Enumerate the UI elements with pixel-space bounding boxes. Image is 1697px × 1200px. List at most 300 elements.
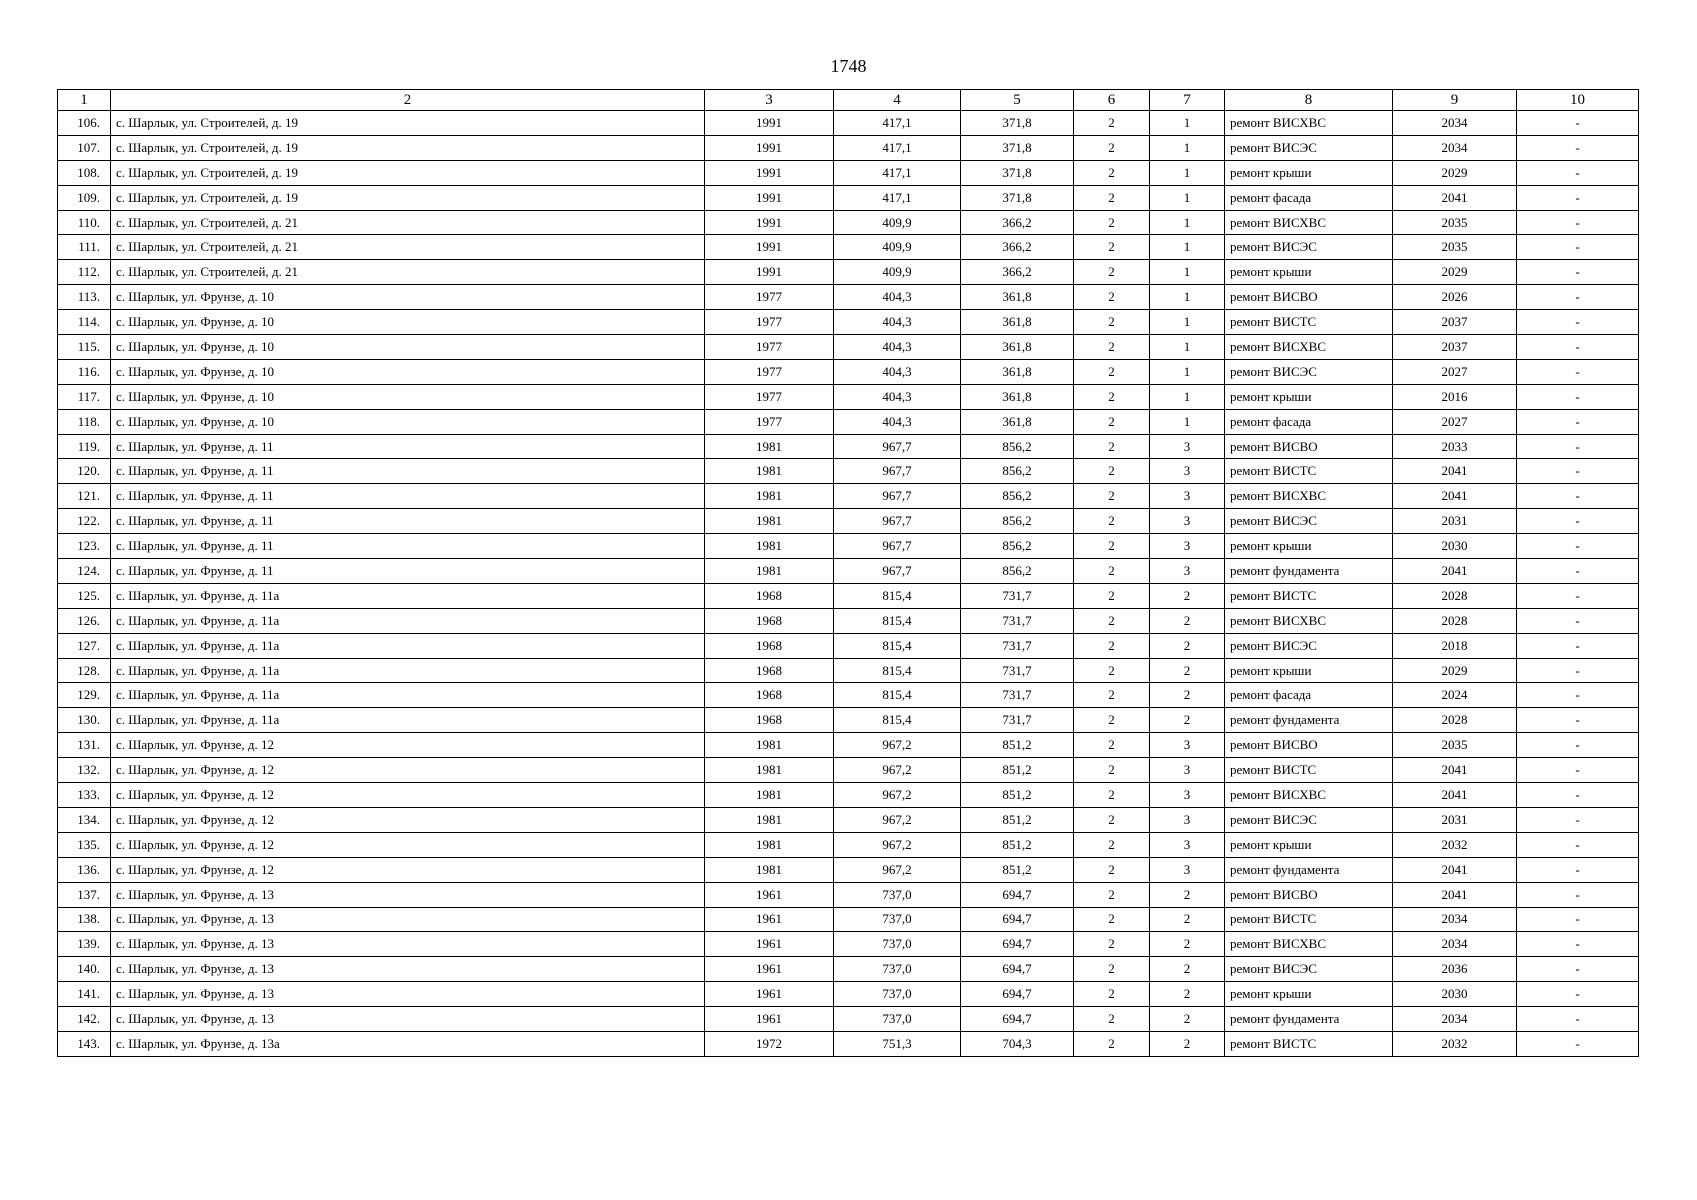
total-area-cell: 967,2 (834, 832, 961, 857)
work-type-cell: ремонт ВИСВО (1225, 882, 1393, 907)
living-area-cell: 731,7 (961, 708, 1074, 733)
table-row (58, 932, 1639, 957)
work-type-cell: ремонт ВИСЭС (1225, 235, 1393, 260)
note-cell: - (1517, 409, 1639, 434)
living-area-cell: 366,2 (961, 260, 1074, 285)
note-cell: - (1517, 384, 1639, 409)
table-row (58, 160, 1639, 185)
planned-year-cell: 2030 (1393, 982, 1517, 1007)
entrances-cell: 1 (1150, 210, 1225, 235)
table-row (58, 807, 1639, 832)
floors-cell: 2 (1074, 409, 1150, 434)
header-cell: 4 (834, 90, 961, 111)
work-type-cell: ремонт ВИСХВС (1225, 932, 1393, 957)
entrances-cell: 3 (1150, 559, 1225, 584)
floors-cell: 2 (1074, 534, 1150, 559)
planned-year-cell: 2029 (1393, 658, 1517, 683)
planned-year-cell: 2037 (1393, 335, 1517, 360)
floors-cell: 2 (1074, 932, 1150, 957)
entrances-cell: 2 (1150, 683, 1225, 708)
entrances-cell: 3 (1150, 534, 1225, 559)
work-type-cell: ремонт ВИСХВС (1225, 608, 1393, 633)
work-type-cell: ремонт ВИСЭС (1225, 633, 1393, 658)
planned-year-cell: 2034 (1393, 135, 1517, 160)
total-area-cell: 815,4 (834, 583, 961, 608)
address-cell: с. Шарлык, ул. Строителей, д. 19 (111, 185, 705, 210)
planned-year-cell: 2029 (1393, 160, 1517, 185)
planned-year-cell: 2033 (1393, 434, 1517, 459)
total-area-cell: 417,1 (834, 111, 961, 136)
total-area-cell: 967,2 (834, 807, 961, 832)
floors-cell: 2 (1074, 210, 1150, 235)
work-type-cell: ремонт ВИСЭС (1225, 135, 1393, 160)
table-row (58, 758, 1639, 783)
table-row (58, 210, 1639, 235)
living-area-cell: 851,2 (961, 807, 1074, 832)
planned-year-cell: 2031 (1393, 807, 1517, 832)
floors-cell: 2 (1074, 957, 1150, 982)
address-cell: с. Шарлык, ул. Фрунзе, д. 11а (111, 608, 705, 633)
planned-year-cell: 2035 (1393, 235, 1517, 260)
planned-year-cell: 2029 (1393, 260, 1517, 285)
header-cell: 7 (1150, 90, 1225, 111)
row-number-cell: 113. (58, 285, 111, 310)
address-cell: с. Шарлык, ул. Фрунзе, д. 10 (111, 409, 705, 434)
floors-cell: 2 (1074, 285, 1150, 310)
total-area-cell: 417,1 (834, 160, 961, 185)
work-type-cell: ремонт ВИСТС (1225, 1031, 1393, 1056)
living-area-cell: 856,2 (961, 534, 1074, 559)
year-cell: 1968 (705, 633, 834, 658)
floors-cell: 2 (1074, 434, 1150, 459)
entrances-cell: 2 (1150, 583, 1225, 608)
floors-cell: 2 (1074, 1007, 1150, 1032)
total-area-cell: 409,9 (834, 260, 961, 285)
row-number-cell: 118. (58, 409, 111, 434)
header-cell: 6 (1074, 90, 1150, 111)
floors-cell: 2 (1074, 260, 1150, 285)
entrances-cell: 1 (1150, 185, 1225, 210)
floors-cell: 2 (1074, 509, 1150, 534)
address-cell: с. Шарлык, ул. Строителей, д. 19 (111, 160, 705, 185)
address-cell: с. Шарлык, ул. Фрунзе, д. 13 (111, 1007, 705, 1032)
total-area-cell: 737,0 (834, 1007, 961, 1032)
living-area-cell: 361,8 (961, 359, 1074, 384)
floors-cell: 2 (1074, 882, 1150, 907)
row-number-cell: 138. (58, 907, 111, 932)
living-area-cell: 366,2 (961, 235, 1074, 260)
work-type-cell: ремонт фундамента (1225, 1007, 1393, 1032)
total-area-cell: 815,4 (834, 658, 961, 683)
entrances-cell: 2 (1150, 1007, 1225, 1032)
living-area-cell: 731,7 (961, 658, 1074, 683)
work-type-cell: ремонт фасада (1225, 683, 1393, 708)
year-cell: 1991 (705, 235, 834, 260)
entrances-cell: 3 (1150, 783, 1225, 808)
work-type-cell: ремонт ВИСТС (1225, 758, 1393, 783)
row-number-cell: 116. (58, 359, 111, 384)
floors-cell: 2 (1074, 484, 1150, 509)
address-cell: с. Шарлык, ул. Строителей, д. 19 (111, 111, 705, 136)
table-row (58, 907, 1639, 932)
note-cell: - (1517, 832, 1639, 857)
planned-year-cell: 2041 (1393, 484, 1517, 509)
row-number-cell: 129. (58, 683, 111, 708)
planned-year-cell: 2032 (1393, 832, 1517, 857)
work-type-cell: ремонт ВИСТС (1225, 907, 1393, 932)
note-cell: - (1517, 758, 1639, 783)
address-cell: с. Шарлык, ул. Фрунзе, д. 11 (111, 534, 705, 559)
address-cell: с. Шарлык, ул. Строителей, д. 21 (111, 235, 705, 260)
note-cell: - (1517, 484, 1639, 509)
note-cell: - (1517, 882, 1639, 907)
note-cell: - (1517, 658, 1639, 683)
floors-cell: 2 (1074, 185, 1150, 210)
row-number-cell: 133. (58, 783, 111, 808)
living-area-cell: 694,7 (961, 1007, 1074, 1032)
row-number-cell: 132. (58, 758, 111, 783)
floors-cell: 2 (1074, 832, 1150, 857)
address-cell: с. Шарлык, ул. Фрунзе, д. 12 (111, 733, 705, 758)
year-cell: 1981 (705, 758, 834, 783)
floors-cell: 2 (1074, 135, 1150, 160)
row-number-cell: 131. (58, 733, 111, 758)
column-number-row (58, 90, 1639, 111)
total-area-cell: 967,7 (834, 534, 961, 559)
total-area-cell: 404,3 (834, 409, 961, 434)
row-number-cell: 106. (58, 111, 111, 136)
planned-year-cell: 2034 (1393, 932, 1517, 957)
living-area-cell: 851,2 (961, 758, 1074, 783)
living-area-cell: 371,8 (961, 111, 1074, 136)
living-area-cell: 371,8 (961, 135, 1074, 160)
entrances-cell: 1 (1150, 335, 1225, 360)
total-area-cell: 967,2 (834, 783, 961, 808)
address-cell: с. Шарлык, ул. Фрунзе, д. 11а (111, 633, 705, 658)
note-cell: - (1517, 310, 1639, 335)
total-area-cell: 737,0 (834, 882, 961, 907)
living-area-cell: 694,7 (961, 932, 1074, 957)
address-cell: с. Шарлык, ул. Фрунзе, д. 13 (111, 957, 705, 982)
planned-year-cell: 2036 (1393, 957, 1517, 982)
living-area-cell: 851,2 (961, 857, 1074, 882)
living-area-cell: 694,7 (961, 907, 1074, 932)
table-row (58, 434, 1639, 459)
address-cell: с. Шарлык, ул. Фрунзе, д. 13 (111, 982, 705, 1007)
entrances-cell: 2 (1150, 982, 1225, 1007)
planned-year-cell: 2027 (1393, 359, 1517, 384)
floors-cell: 2 (1074, 359, 1150, 384)
entrances-cell: 2 (1150, 932, 1225, 957)
entrances-cell: 3 (1150, 857, 1225, 882)
year-cell: 1991 (705, 160, 834, 185)
year-cell: 1961 (705, 957, 834, 982)
entrances-cell: 1 (1150, 310, 1225, 335)
address-cell: с. Шарлык, ул. Фрунзе, д. 13а (111, 1031, 705, 1056)
year-cell: 1981 (705, 832, 834, 857)
floors-cell: 2 (1074, 758, 1150, 783)
address-cell: с. Шарлык, ул. Фрунзе, д. 12 (111, 758, 705, 783)
year-cell: 1981 (705, 559, 834, 584)
note-cell: - (1517, 434, 1639, 459)
table-row (58, 783, 1639, 808)
entrances-cell: 3 (1150, 733, 1225, 758)
address-cell: с. Шарлык, ул. Фрунзе, д. 11 (111, 459, 705, 484)
planned-year-cell: 2028 (1393, 608, 1517, 633)
table-row (58, 832, 1639, 857)
work-type-cell: ремонт ВИСХВС (1225, 484, 1393, 509)
work-type-cell: ремонт фасада (1225, 185, 1393, 210)
address-cell: с. Шарлык, ул. Фрунзе, д. 11а (111, 583, 705, 608)
year-cell: 1981 (705, 857, 834, 882)
address-cell: с. Шарлык, ул. Фрунзе, д. 12 (111, 857, 705, 882)
note-cell: - (1517, 932, 1639, 957)
row-number-cell: 114. (58, 310, 111, 335)
table-row (58, 633, 1639, 658)
table-row (58, 708, 1639, 733)
work-type-cell: ремонт ВИСТС (1225, 583, 1393, 608)
living-area-cell: 851,2 (961, 733, 1074, 758)
work-type-cell: ремонт фундамента (1225, 708, 1393, 733)
work-type-cell: ремонт фундамента (1225, 559, 1393, 584)
header-cell: 9 (1393, 90, 1517, 111)
floors-cell: 2 (1074, 384, 1150, 409)
note-cell: - (1517, 857, 1639, 882)
note-cell: - (1517, 1031, 1639, 1056)
work-type-cell: ремонт ВИСТС (1225, 310, 1393, 335)
total-area-cell: 967,7 (834, 484, 961, 509)
header-cell: 3 (705, 90, 834, 111)
row-number-cell: 130. (58, 708, 111, 733)
year-cell: 1972 (705, 1031, 834, 1056)
address-cell: с. Шарлык, ул. Фрунзе, д. 10 (111, 310, 705, 335)
table-row (58, 658, 1639, 683)
year-cell: 1981 (705, 459, 834, 484)
row-number-cell: 111. (58, 235, 111, 260)
total-area-cell: 815,4 (834, 683, 961, 708)
table-row (58, 185, 1639, 210)
living-area-cell: 731,7 (961, 608, 1074, 633)
total-area-cell: 737,0 (834, 907, 961, 932)
entrances-cell: 2 (1150, 882, 1225, 907)
note-cell: - (1517, 285, 1639, 310)
year-cell: 1981 (705, 484, 834, 509)
table-row (58, 882, 1639, 907)
row-number-cell: 109. (58, 185, 111, 210)
floors-cell: 2 (1074, 708, 1150, 733)
living-area-cell: 371,8 (961, 185, 1074, 210)
living-area-cell: 361,8 (961, 310, 1074, 335)
living-area-cell: 856,2 (961, 559, 1074, 584)
note-cell: - (1517, 111, 1639, 136)
address-cell: с. Шарлык, ул. Фрунзе, д. 12 (111, 783, 705, 808)
year-cell: 1968 (705, 583, 834, 608)
total-area-cell: 737,0 (834, 982, 961, 1007)
note-cell: - (1517, 583, 1639, 608)
year-cell: 1968 (705, 683, 834, 708)
living-area-cell: 856,2 (961, 434, 1074, 459)
living-area-cell: 694,7 (961, 957, 1074, 982)
address-cell: с. Шарлык, ул. Фрунзе, д. 11а (111, 658, 705, 683)
year-cell: 1977 (705, 409, 834, 434)
entrances-cell: 1 (1150, 260, 1225, 285)
address-cell: с. Шарлык, ул. Фрунзе, д. 12 (111, 832, 705, 857)
work-type-cell: ремонт ВИСЭС (1225, 359, 1393, 384)
living-area-cell: 366,2 (961, 210, 1074, 235)
work-type-cell: ремонт крыши (1225, 658, 1393, 683)
note-cell: - (1517, 559, 1639, 584)
entrances-cell: 3 (1150, 758, 1225, 783)
total-area-cell: 967,2 (834, 758, 961, 783)
address-cell: с. Шарлык, ул. Фрунзе, д. 11 (111, 509, 705, 534)
entrances-cell: 2 (1150, 608, 1225, 633)
year-cell: 1961 (705, 932, 834, 957)
entrances-cell: 3 (1150, 434, 1225, 459)
work-type-cell: ремонт крыши (1225, 260, 1393, 285)
row-number-cell: 117. (58, 384, 111, 409)
table-row (58, 111, 1639, 136)
row-number-cell: 127. (58, 633, 111, 658)
work-type-cell: ремонт ВИСХВС (1225, 111, 1393, 136)
entrances-cell: 2 (1150, 957, 1225, 982)
row-number-cell: 121. (58, 484, 111, 509)
entrances-cell: 3 (1150, 459, 1225, 484)
note-cell: - (1517, 534, 1639, 559)
living-area-cell: 361,8 (961, 409, 1074, 434)
work-type-cell: ремонт ВИСВО (1225, 733, 1393, 758)
address-cell: с. Шарлык, ул. Фрунзе, д. 10 (111, 335, 705, 360)
living-area-cell: 856,2 (961, 459, 1074, 484)
table-row (58, 509, 1639, 534)
table-row (58, 1031, 1639, 1056)
row-number-cell: 112. (58, 260, 111, 285)
row-number-cell: 136. (58, 857, 111, 882)
floors-cell: 2 (1074, 559, 1150, 584)
table-row (58, 459, 1639, 484)
table-row (58, 733, 1639, 758)
row-number-cell: 126. (58, 608, 111, 633)
row-number-cell: 142. (58, 1007, 111, 1032)
living-area-cell: 731,7 (961, 583, 1074, 608)
row-number-cell: 119. (58, 434, 111, 459)
floors-cell: 2 (1074, 733, 1150, 758)
year-cell: 1968 (705, 708, 834, 733)
total-area-cell: 751,3 (834, 1031, 961, 1056)
note-cell: - (1517, 807, 1639, 832)
planned-year-cell: 2041 (1393, 857, 1517, 882)
planned-year-cell: 2028 (1393, 708, 1517, 733)
year-cell: 1991 (705, 260, 834, 285)
planned-year-cell: 2030 (1393, 534, 1517, 559)
floors-cell: 2 (1074, 583, 1150, 608)
table-row (58, 260, 1639, 285)
year-cell: 1991 (705, 185, 834, 210)
note-cell: - (1517, 235, 1639, 260)
year-cell: 1961 (705, 907, 834, 932)
header-cell: 1 (58, 90, 111, 111)
entrances-cell: 2 (1150, 907, 1225, 932)
address-cell: с. Шарлык, ул. Фрунзе, д. 11 (111, 484, 705, 509)
entrances-cell: 3 (1150, 484, 1225, 509)
year-cell: 1977 (705, 285, 834, 310)
planned-year-cell: 2024 (1393, 683, 1517, 708)
planned-year-cell: 2034 (1393, 907, 1517, 932)
address-cell: с. Шарлык, ул. Строителей, д. 21 (111, 210, 705, 235)
row-number-cell: 107. (58, 135, 111, 160)
year-cell: 1977 (705, 310, 834, 335)
living-area-cell: 731,7 (961, 683, 1074, 708)
table-row (58, 409, 1639, 434)
work-type-cell: ремонт крыши (1225, 832, 1393, 857)
note-cell: - (1517, 608, 1639, 633)
work-type-cell: ремонт фасада (1225, 409, 1393, 434)
row-number-cell: 115. (58, 335, 111, 360)
total-area-cell: 404,3 (834, 384, 961, 409)
table-row (58, 285, 1639, 310)
note-cell: - (1517, 733, 1639, 758)
total-area-cell: 417,1 (834, 135, 961, 160)
note-cell: - (1517, 509, 1639, 534)
planned-year-cell: 2026 (1393, 285, 1517, 310)
living-area-cell: 361,8 (961, 285, 1074, 310)
entrances-cell: 2 (1150, 633, 1225, 658)
note-cell: - (1517, 359, 1639, 384)
row-number-cell: 137. (58, 882, 111, 907)
floors-cell: 2 (1074, 235, 1150, 260)
floors-cell: 2 (1074, 111, 1150, 136)
note-cell: - (1517, 135, 1639, 160)
note-cell: - (1517, 957, 1639, 982)
planned-year-cell: 2031 (1393, 509, 1517, 534)
planned-year-cell: 2035 (1393, 733, 1517, 758)
address-cell: с. Шарлык, ул. Фрунзе, д. 11а (111, 708, 705, 733)
table-row (58, 583, 1639, 608)
planned-year-cell: 2041 (1393, 758, 1517, 783)
page-number: 1748 (830, 56, 867, 76)
table-row (58, 335, 1639, 360)
total-area-cell: 967,2 (834, 857, 961, 882)
floors-cell: 2 (1074, 633, 1150, 658)
note-cell: - (1517, 459, 1639, 484)
row-number-cell: 124. (58, 559, 111, 584)
address-cell: с. Шарлык, ул. Строителей, д. 19 (111, 135, 705, 160)
address-cell: с. Шарлык, ул. Фрунзе, д. 11 (111, 559, 705, 584)
header-cell: 5 (961, 90, 1074, 111)
total-area-cell: 967,7 (834, 459, 961, 484)
table-row (58, 310, 1639, 335)
floors-cell: 2 (1074, 807, 1150, 832)
header-cell: 2 (111, 90, 705, 111)
year-cell: 1981 (705, 509, 834, 534)
table-row (58, 484, 1639, 509)
living-area-cell: 731,7 (961, 633, 1074, 658)
year-cell: 1968 (705, 658, 834, 683)
row-number-cell: 110. (58, 210, 111, 235)
total-area-cell: 967,2 (834, 733, 961, 758)
floors-cell: 2 (1074, 160, 1150, 185)
entrances-cell: 1 (1150, 384, 1225, 409)
planned-year-cell: 2027 (1393, 409, 1517, 434)
total-area-cell: 404,3 (834, 359, 961, 384)
planned-year-cell: 2034 (1393, 111, 1517, 136)
row-number-cell: 120. (58, 459, 111, 484)
entrances-cell: 1 (1150, 285, 1225, 310)
entrances-cell: 1 (1150, 359, 1225, 384)
header-cell: 8 (1225, 90, 1393, 111)
note-cell: - (1517, 683, 1639, 708)
work-type-cell: ремонт ВИСВО (1225, 285, 1393, 310)
table-row (58, 235, 1639, 260)
